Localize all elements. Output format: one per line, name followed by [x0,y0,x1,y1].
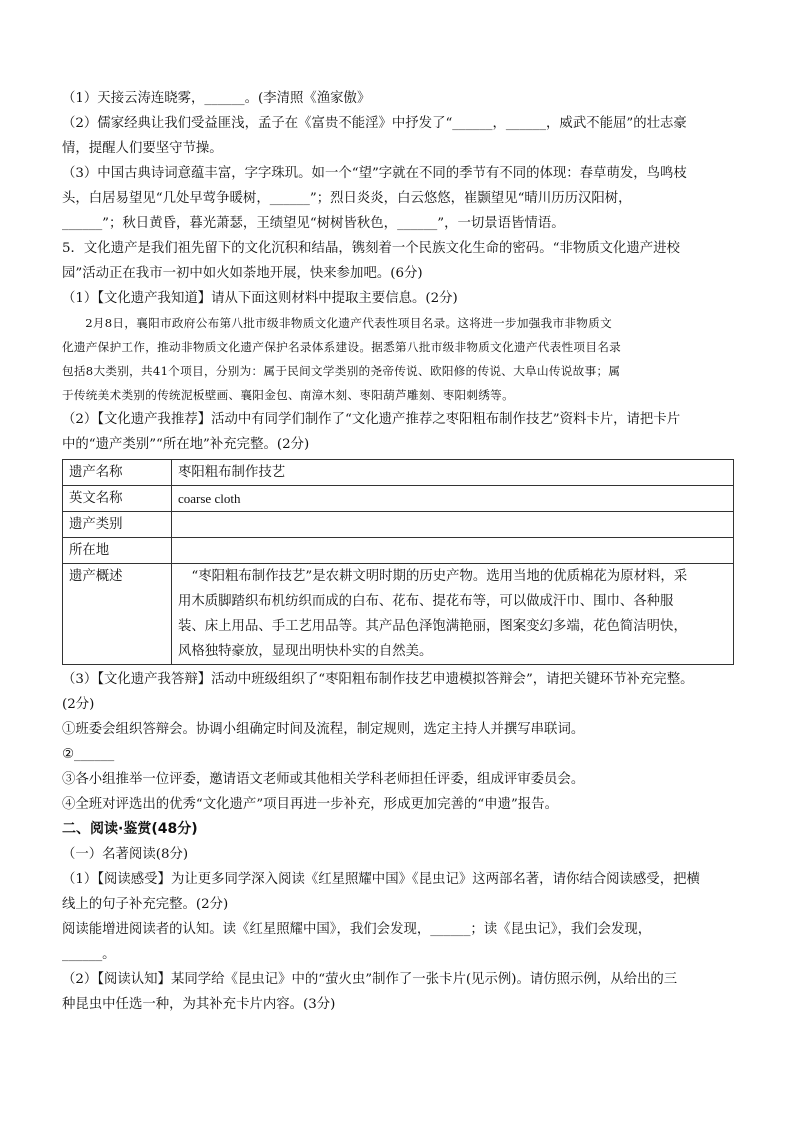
debate-step-1: ①班委会组织答辩会。协调小组确定时间及流程，制定规则，选定主持人并撰写串联词。 [62,722,585,737]
card-key: 遗产名称 [63,460,172,486]
card-overview [172,564,734,665]
exam-page [62,86,734,1017]
card-value: 枣阳粗布制作技艺 [172,460,734,486]
card-row-overview [63,564,734,665]
card-key: 遗产概述 [63,564,172,665]
question-5-sub-2-line-2: 中的“遗产类别”“所在地”补充完整。(2分) [62,437,310,452]
reading-item-2-line-1: （2）【阅读认知】某同学给《昆虫记》中的“萤火虫”制作了一张卡片(见示例)。请仿照示例，从给出的三 [62,972,678,987]
question-5-stem-line-2: 园”活动正在我市一初中如火如荼地开展，快来参加吧。(6分) [62,266,423,281]
overview-line-1: “枣阳粗布制作技艺”是农耕文明时期的历史产物。选用当地的优质棉花为原材料，采 [191,569,688,584]
poem-item-2-line-2: 情，提醒人们要坚守节操。 [62,141,223,156]
question-5-sub-3-line-1: （3）【文化遗产我答辩】活动中班级组织了“枣阳粗布制作技艺申遗模拟答辩会”，请把关键环节补充完整。 [62,672,694,687]
card-key: 英文名称 [63,486,172,512]
reading-item-1-line-3: 阅读能增进阅读者的认知。读《红星照耀中国》，我们会发现，______；读《昆虫记》，我们会发现， [62,922,652,937]
card-row-english-name [63,486,734,512]
reading-item-1-line-4: ______。 [62,947,116,962]
card-key: 遗产类别 [63,512,172,538]
card-key: 所在地 [63,538,172,564]
card-value: coarse cloth [172,486,734,512]
heritage-info-card [62,459,734,665]
question-5-stem-line-1: 5．文化遗产是我们祖先留下的文化沉积和结晶，镌刻着一个民族文化生命的密码。“非物质文化遗产进校 [62,241,680,256]
overview-line-4: 风格独特豪放，显现出明快朴实的自然美。 [178,644,433,659]
overview-line-3: 装、床上用品、手工艺用品等。其产品色泽饱满艳丽，图案变幻多端，花色简洁明快， [178,619,687,634]
poem-item-2-line-1: （2）儒家经典让我们受益匪浅，孟子在《富贵不能淫》中抒发了“______，______，威武不能屈”的壮志豪 [62,116,687,131]
question-5-sub-3-line-2: (2分) [62,697,95,712]
debate-step-3: ③各小组推举一位评委，邀请语文老师或其他相关学科老师担任评委，组成评审委员会。 [62,772,585,787]
card-value-blank[interactable] [172,512,734,538]
question-5-sub-2-line-1: （2）【文化遗产我推荐】活动中有同学们制作了“文化遗产推荐之枣阳粗布制作技艺”资料卡片，请把卡片 [62,412,681,427]
poem-item-3-line-3: ______”；秋日黄昏，暮光萧瑟，王绩望见“树树皆秋色，______”，一切景语皆情语。 [62,216,565,231]
card-row-location [63,538,734,564]
reading-item-1-line-1: （1）【阅读感受】为让更多同学深入阅读《红星照耀中国》《昆虫记》这两部名著，请你结合阅读感受，把横 [62,872,700,887]
reading-item-1-line-2: 线上的句子补充完整。(2分) [62,897,229,912]
section-2-title: 二、阅读·鉴赏(48分) [62,821,198,837]
question-5-sub-1: （1）【文化遗产我知道】请从下面这则材料中提取主要信息。(2分) [62,291,458,306]
debate-step-2: ②______ [62,747,115,762]
debate-step-4: ④全班对评选出的优秀“文化遗产”项目再进一步补充，形成更加完善的“申遗”报告。 [62,797,559,812]
poem-item-1: （1）天接云涛连晓雾，______。(李清照《渔家傲》 [62,91,371,106]
reading-item-2-line-2: 种昆虫中任选一种，为其补充卡片内容。(3分) [62,997,336,1012]
card-row-category [63,512,734,538]
overview-line-2: 用木质脚踏织布机纺织而成的白布、花布、提花布等，可以做成汗巾、围巾、各种服 [178,594,674,609]
material-line-3: 包括8大类别，共41个项目，分别为：属于民间文学类别的尧帝传说、欧阳修的传说、大阜山传说故事；属 [62,364,621,378]
section-2-sub-1: （一）名著阅读(8分) [62,847,189,862]
card-value-blank[interactable] [172,538,734,564]
material-line-2: 化遗产保护工作，推动非物质文化遗产保护名录体系建设。据悉第八批市级非物质文化遗产代表性项目名录 [62,340,622,354]
poem-item-3-line-2: 头，白居易望见“几处早莺争暖树，______”；烈日炎炎，白云悠悠，崔颢望见“晴川历历汉阳树， [62,191,632,206]
material-line-1: 2月8日，襄阳市政府公布第八批市级非物质文化遗产代表性项目名录。这将进一步加强我市非物质文 [85,316,612,330]
card-row-name [63,460,734,486]
material-line-4: 于传统美术类别的传统泥板壁画、襄阳金包、南漳木刻、枣阳葫芦雕刻、枣阳刺绣等。 [62,388,514,402]
poem-item-3-line-1: （3）中国古典诗词意蕴丰富，字字珠玑。如一个“望”字就在不同的季节有不同的体现：春草萌发，鸟鸣枝 [62,166,687,181]
